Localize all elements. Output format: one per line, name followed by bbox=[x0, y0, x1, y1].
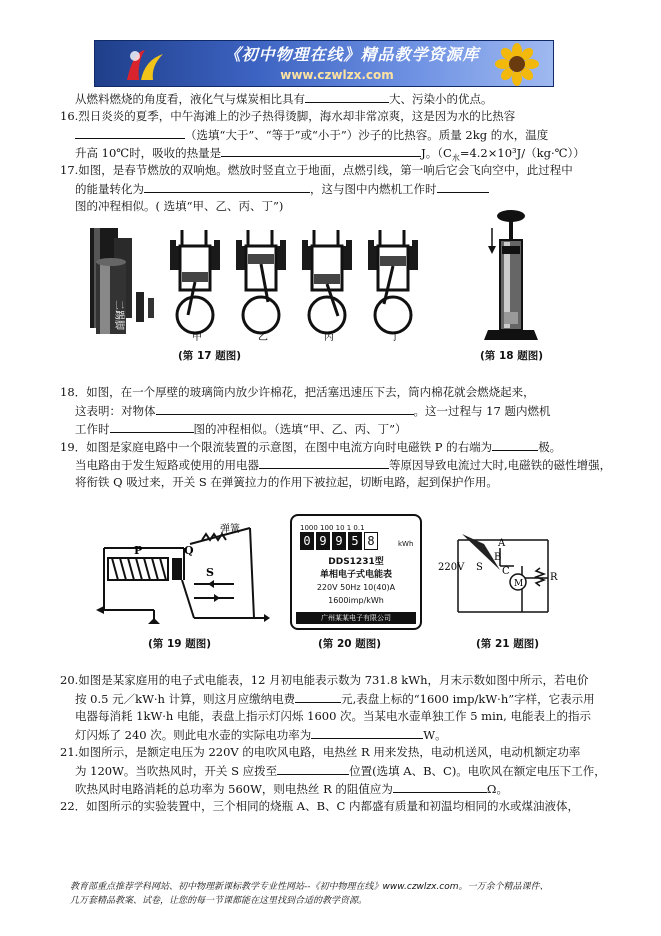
q20-line2 bbox=[75, 690, 595, 708]
q22-line1: 22．如图所示的实验装置中，三个相同的烧瓶 A、B、C 内都盛有质量和初温均相同的水或煤油液体， bbox=[60, 799, 579, 813]
arrow-icon bbox=[96, 606, 104, 614]
engine-label-yi: 乙 bbox=[258, 332, 268, 343]
text: 升高 10℃时，吸收的热量是 bbox=[75, 146, 222, 160]
answer-blank[interactable] bbox=[492, 438, 538, 451]
text: W。 bbox=[423, 728, 447, 742]
armature-q bbox=[172, 558, 182, 580]
page-footer bbox=[70, 880, 630, 908]
meter-name: 单相电子式电能表 bbox=[319, 570, 392, 580]
text: 为 120W。当吹热风时，开关 S 应拨至 bbox=[75, 764, 278, 778]
figure-18-caption: (第 18 题图) bbox=[480, 350, 544, 362]
engine-label-bing: 丙 bbox=[324, 332, 334, 343]
text: 灯闪烁了 240 次。则此电水壶的实际电功率为 bbox=[75, 728, 312, 742]
answer-blank[interactable] bbox=[311, 726, 423, 739]
site-logo-icon bbox=[123, 46, 167, 84]
text: 图的冲程相似。（选填“甲、乙、丙、丁”） bbox=[193, 422, 407, 436]
text: ，这与图中内燃机工作时 bbox=[310, 182, 437, 196]
arrow-icon bbox=[214, 594, 220, 602]
answer-blank[interactable] bbox=[259, 456, 389, 469]
q19-line1 bbox=[60, 438, 561, 456]
figure-19 bbox=[94, 514, 274, 632]
meter-digit: 0 bbox=[300, 532, 314, 550]
q17-line3: 图的冲程相似。( 选填“甲、乙、丙、丁”) bbox=[75, 199, 284, 213]
text: 当电路由于发生短路或使用的用电器 bbox=[75, 458, 259, 472]
q17-line2 bbox=[75, 180, 489, 198]
q17-line1: 17.如图，是春节燃放的双响炮。燃放时竖直立于地面，点燃引线，第一响后它会飞向空中，此过程中 bbox=[60, 163, 573, 177]
label-s: S bbox=[476, 562, 483, 573]
text: 元,表盘上标的“1600 imp/kW·h”字样，它表示用 bbox=[341, 692, 595, 706]
text: Ω。 bbox=[486, 782, 508, 796]
figure-17 bbox=[88, 220, 420, 370]
text: 位置(选填 A、B、C)。电吹风在额定电压下工作， bbox=[349, 764, 606, 778]
figure-18 bbox=[478, 208, 544, 348]
figure-21-caption: (第 21 题图) bbox=[476, 638, 540, 650]
meter-model: DDS1231型 bbox=[328, 557, 384, 567]
figure-21 bbox=[436, 520, 556, 620]
engine-bing bbox=[302, 230, 352, 333]
label-spring: 弹簧 bbox=[220, 524, 240, 535]
q19-line3: 将衔铁 Q 吸过来，开关 S 在弹簧拉力的作用下被拉起，切断电路，起到保护作用。 bbox=[75, 475, 498, 489]
answer-blank[interactable] bbox=[437, 180, 489, 193]
text: 大、污染小的优点。 bbox=[389, 92, 493, 106]
text: 极。 bbox=[538, 440, 562, 454]
q16-line2 bbox=[75, 126, 548, 144]
q18-line2 bbox=[75, 402, 550, 420]
label-p: P bbox=[134, 544, 143, 557]
answer-blank[interactable] bbox=[221, 144, 421, 157]
figure-17-caption: (第 17 题图) bbox=[178, 350, 242, 362]
q20-line1: 20.如图是某家庭用的电子式电能表，12 月初电能表示数为 731.8 kWh，月末示数如图中所示，若电价 bbox=[60, 673, 589, 687]
meter-maker: 广州某某电子有限公司 bbox=[296, 612, 416, 624]
label-a: A bbox=[498, 538, 506, 549]
text: 19．如图是家庭电路中一个限流装置的示意图，在图中电流方向时电磁铁 P 的右端为 bbox=[60, 440, 493, 454]
text: 的能量转化为 bbox=[75, 182, 144, 196]
meter-spec: 220V 50Hz 10(40)A bbox=[316, 583, 396, 592]
resistor-icon bbox=[536, 568, 544, 586]
meter-digit-decimal: 8 bbox=[364, 532, 378, 550]
footer-line2: 几万套精品教案、试卷，让您的每一节课都能在这里找到合适的教学资源。 bbox=[70, 896, 368, 906]
answer-blank[interactable] bbox=[305, 90, 389, 103]
label-r: R bbox=[550, 572, 558, 583]
figure-20-meter bbox=[290, 514, 422, 630]
label-b: B bbox=[494, 552, 502, 563]
text: 工作时 bbox=[75, 422, 110, 436]
figure-19-caption: (第 19 题图) bbox=[148, 638, 212, 650]
sunflower-icon bbox=[487, 43, 547, 86]
banner-title: 《初中物理在线》精品教学资源库 bbox=[224, 45, 480, 64]
q21-line1: 21.如图所示，是额定电压为 220V 的电吹风电路，电热丝 R 用来发热，电动机送风，电动机额定功率 bbox=[60, 745, 581, 759]
text: 等原因导致电流过大时,电磁铁的磁性增强， bbox=[389, 458, 612, 472]
line-fuel bbox=[75, 90, 493, 108]
engine-ding bbox=[368, 230, 418, 333]
text: （选填“大于”、“等于”或“小于”）沙子的比热容。质量 2kg 的水，温度 bbox=[185, 128, 549, 142]
q21-line3 bbox=[75, 780, 508, 798]
answer-blank[interactable] bbox=[295, 690, 341, 703]
footer-line1: 教育部重点推荐学科网站、初中物理新课标教学专业性网站--《初中物理在线》www.czwlzx.com。一万余个精品课件、 bbox=[70, 882, 549, 892]
meter-digit: 5 bbox=[348, 532, 362, 550]
text: =4.2×10³J/（kg·℃）） bbox=[459, 146, 585, 160]
text: 水 bbox=[451, 153, 460, 163]
arrow-icon bbox=[148, 618, 160, 624]
header-banner bbox=[94, 40, 554, 87]
text: 吹热风时电路消耗的总功率为 560W，则电热丝 R 的阻值应为 bbox=[75, 782, 393, 796]
answer-blank[interactable] bbox=[110, 420, 194, 433]
engine-label-jia: 甲 bbox=[192, 332, 202, 343]
meter-imp: 1600imp/kWh bbox=[328, 596, 384, 605]
text: 这表明：对物体 bbox=[75, 404, 156, 418]
q20-line4 bbox=[75, 726, 447, 744]
firecracker-label: 二踢脚 bbox=[113, 300, 124, 330]
answer-blank[interactable] bbox=[277, 762, 349, 775]
banner-url[interactable]: www.czwlzx.com bbox=[280, 68, 394, 82]
q18-line3 bbox=[75, 420, 407, 438]
arrow-icon bbox=[264, 614, 270, 622]
text: J。（C bbox=[421, 146, 452, 160]
label-q: Q bbox=[184, 544, 194, 557]
answer-blank[interactable] bbox=[156, 402, 414, 415]
q18-line1: 18．如图，在一个厚壁的玻璃筒内放少许棉花，把活塞迅速压下去，筒内棉花就会燃烧起来， bbox=[60, 385, 535, 399]
q16-line1: 16.烈日炎炎的夏季，中午海滩上的沙子热得烫脚，海水却非常凉爽，这是因为水的比热容 bbox=[60, 109, 516, 123]
meter-unit: kWh bbox=[398, 540, 414, 548]
meter-digit: 9 bbox=[316, 532, 330, 550]
answer-blank[interactable] bbox=[75, 126, 185, 139]
meter-digits bbox=[300, 532, 378, 550]
engine-jia bbox=[170, 230, 220, 333]
label-m: M bbox=[514, 579, 524, 589]
q20-line3: 电器每消耗 1kW·h 电能，表盘上指示灯闪烁 1600 次。当某电水壶单独工作 5 min, 电能表上的指示 bbox=[75, 709, 591, 723]
q21-line2 bbox=[75, 762, 606, 780]
label-c: C bbox=[502, 566, 510, 577]
arrow-icon bbox=[208, 580, 214, 588]
engine-yi bbox=[236, 230, 286, 333]
q19-line2 bbox=[75, 456, 611, 474]
answer-blank[interactable] bbox=[393, 780, 487, 793]
label-voltage: 220V bbox=[438, 562, 465, 573]
answer-blank[interactable] bbox=[144, 180, 310, 193]
text: 。这一过程与 17 题内燃机 bbox=[413, 404, 551, 418]
label-s: S bbox=[206, 566, 214, 579]
text: 按 0.5 元／kW·h 计算，则这月应缴纳电费 bbox=[75, 692, 296, 706]
engine-label-ding: 丁 bbox=[390, 332, 400, 343]
meter-scale: 1000 100 10 1 0.1 bbox=[300, 524, 365, 532]
text: 从燃料燃烧的角度看，液化气与煤炭相比具有 bbox=[75, 92, 305, 106]
figure-20-caption: (第 20 题图) bbox=[318, 638, 382, 650]
meter-digit: 9 bbox=[332, 532, 346, 550]
